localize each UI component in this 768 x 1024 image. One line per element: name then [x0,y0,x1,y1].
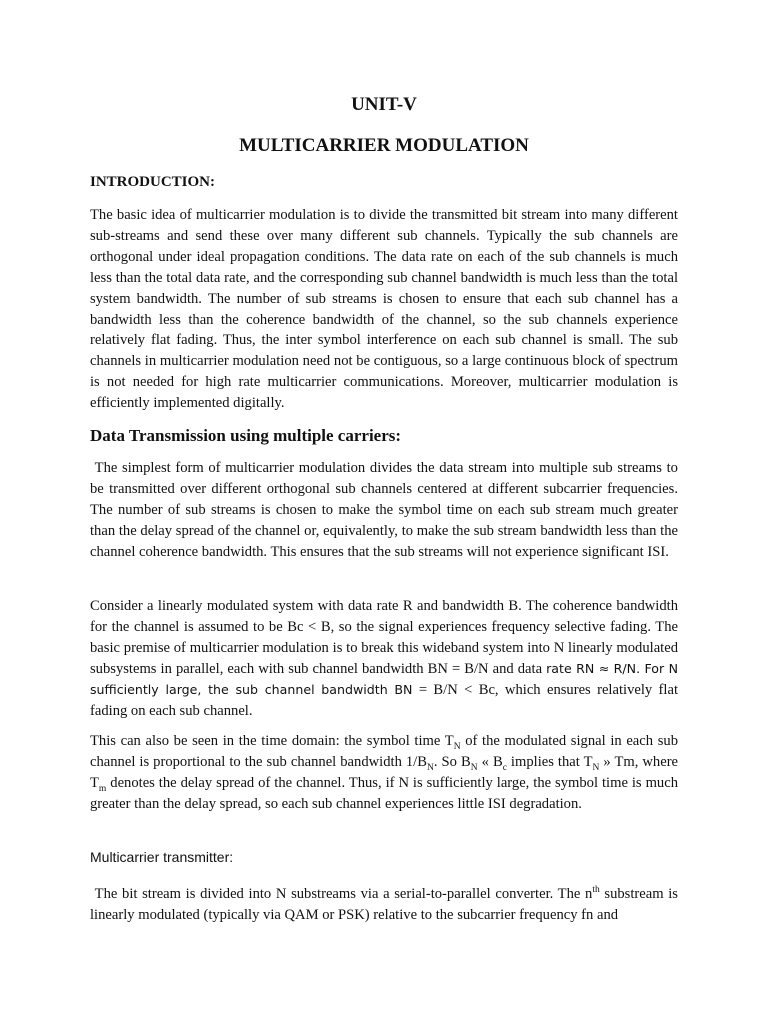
transmitter-text: The bit stream is divided into N substreams via a serial-to-parallel converter. The n [90,886,593,902]
section-heading-multicarrier-transmitter: Multicarrier transmitter: [90,849,234,865]
time-domain-paragraph [90,731,678,815]
introduction-heading: INTRODUCTION: [90,174,216,190]
superscript: th [592,885,600,896]
time-domain-text: This can also be seen in the time domain: the symbol time T [90,733,454,749]
unit-title: UNIT-V [351,94,417,115]
subscript: N [426,762,434,773]
document-title: MULTICARRIER MODULATION [239,135,529,156]
introduction-paragraph: The basic idea of multicarrier modulation is to divide the transmitted bit stream into many different sub-streams and send these over many different sub channels. Typically the sub channels are orthogonal under ideal propagation conditions. The data rate on each of the sub channels is much less than the total data rate, and the corresponding sub channel bandwidth is much less than the total system bandwidth. The number of sub streams is chosen to ensure that each sub channel has a bandwidth less than the coherence bandwidth of the channel, so the sub channels experience relatively flat fading. Thus, the inter symbol interference on each sub channel is small. The sub channels in multicarrier modulation need not be contiguous, so a large continuous block of spectrum is not needed for high rate multicarrier communications. Moreover, multicarrier modulation is efficiently implemented digitally. [90,207,678,412]
transmitter-paragraph [90,884,682,926]
linear-system-text-1: Consider a linearly modulated system with data rate R and bandwidth B. The coherence bandwidth for the channel is assumed to be Bc < B, so the signal experiences frequency selective fading. The basic premise of multicarrier modulation is to break this wideband system into N linearly modulated subsystems in parallel, each with sub channel bandwidth BN = B/N and data [90,598,678,677]
time-domain-text: of the modulated signal in each sub channel is proportional to the sub channel bandwidth 1/B [90,733,678,770]
transmitter-text: substream is linearly modulated (typically via QAM or PSK) relative to the subcarrier frequency fn and [90,886,682,923]
time-domain-text: . So B [433,753,471,770]
time-domain-text: denotes the delay spread of the channel. Thus, if N is sufficiently large, the symbol time is much greater than the delay spread, so each sub channel experiences little ISI degradation. [90,774,678,812]
linear-system-text-3: = B/N < Bc, which ensures relatively flat fading on each sub channel. [90,681,678,719]
subscript: N [592,762,600,773]
subscript: m [98,783,107,794]
section-heading-data-transmission: Data Transmission using multiple carriers: [90,426,402,445]
linear-system-text-2: rate RN ≈ R/N. For N sufficiently large, the sub channel bandwidth BN [90,660,678,697]
linear-system-paragraph [90,596,678,721]
time-domain-text: » Tm, where T [90,753,679,791]
subscript: N [453,741,461,752]
subscript: N [470,762,478,773]
subscript: c [502,762,507,773]
data-transmission-paragraph: The simplest form of multicarrier modulation divides the data stream into multiple sub streams to be transmitted over different orthogonal sub channels centered at different subcarrier frequencies. The number of sub streams is chosen to make the symbol time on each sub stream much greater than the delay spread of the channel or, equivalently, to make the sub stream bandwidth less than the channel coherence bandwidth. This ensures that the sub streams will not experience significant ISI. [90,460,682,560]
time-domain-text: implies that T [506,753,593,770]
time-domain-text: « B [477,753,503,770]
